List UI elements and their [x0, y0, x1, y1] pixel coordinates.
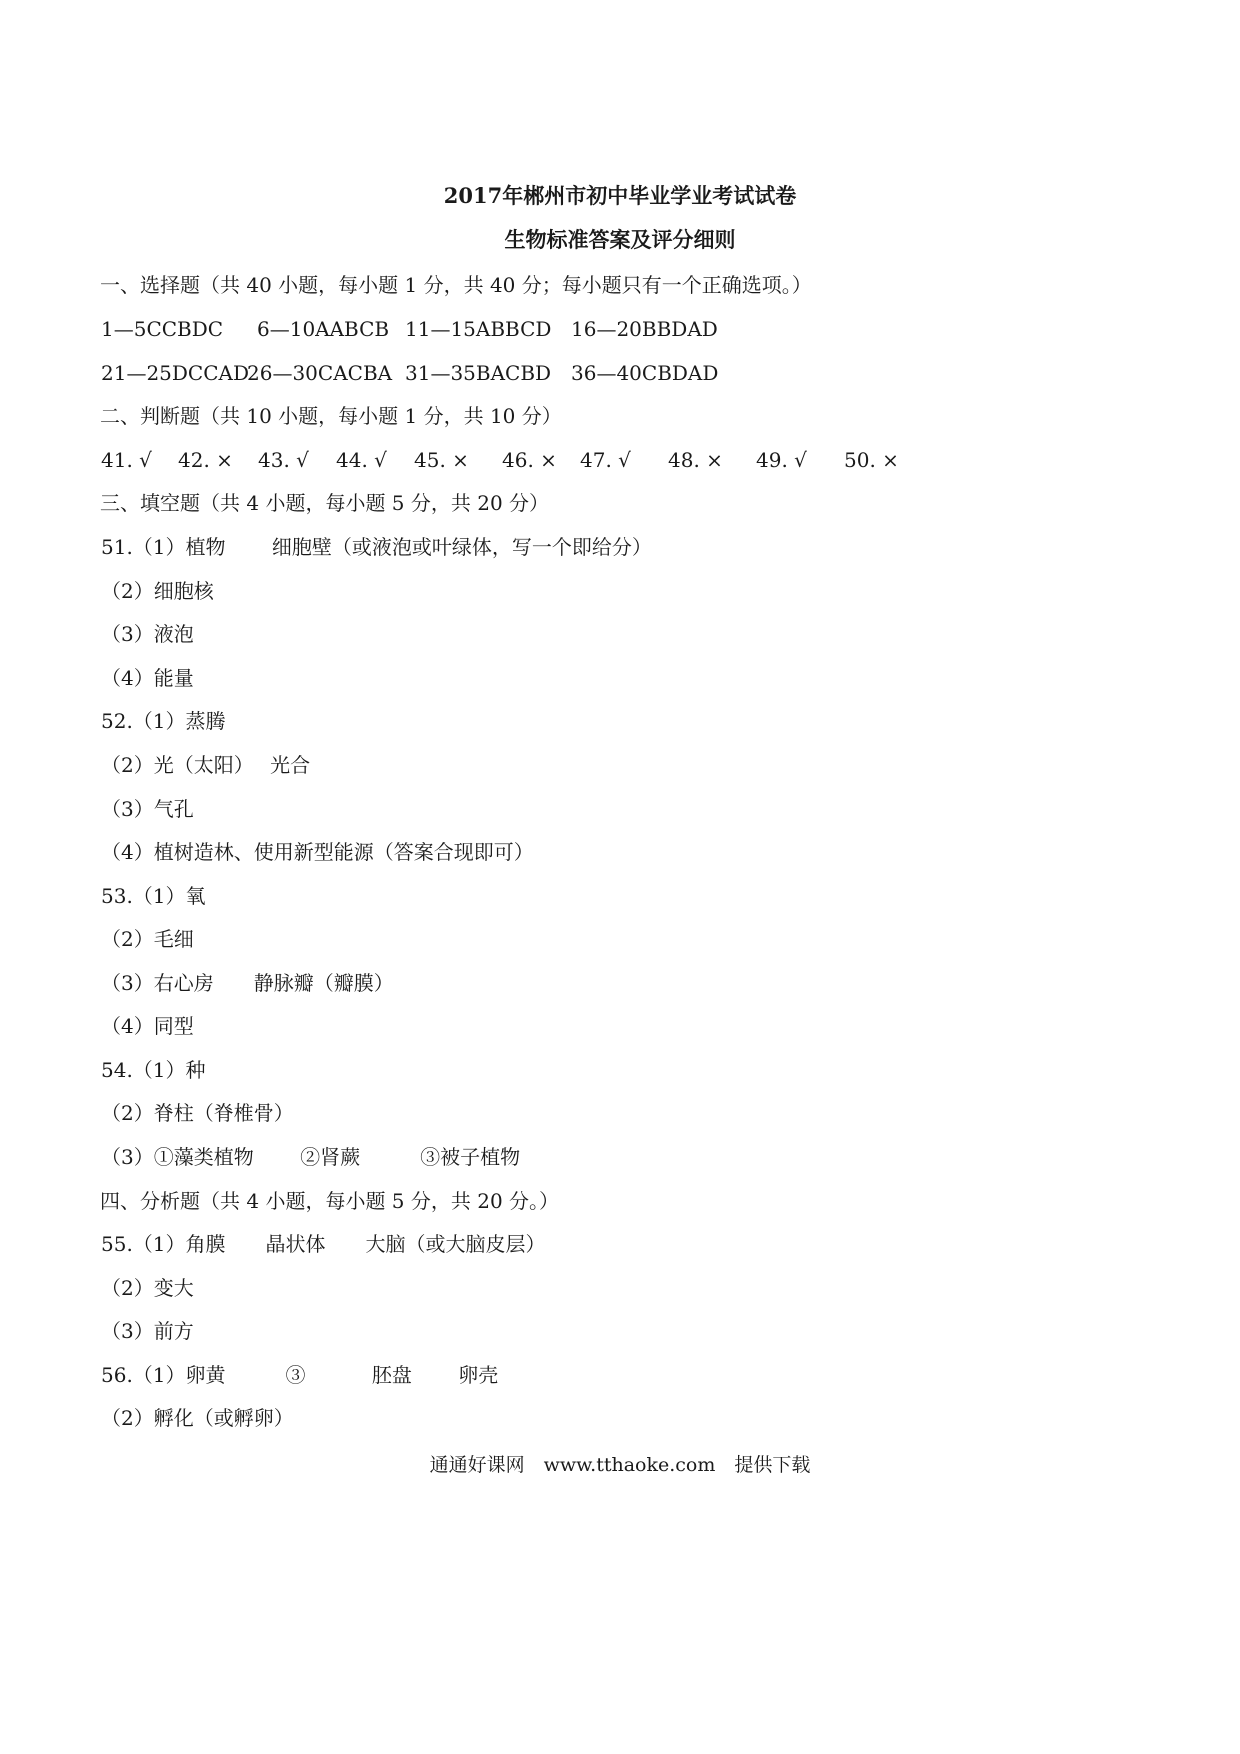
answer-line: （3）气孔 — [101, 797, 194, 821]
judge-answer: 42. × — [178, 448, 233, 472]
section1-heading: 一、选择题（共 40 小题，每小题 1 分，共 40 分；每小题只有一个正确选项。） — [100, 273, 812, 297]
answer-line: 52.（1）蒸腾 — [101, 709, 226, 733]
answer-line: 56.（1）卵黄 ③ 胚盘 卵壳 — [101, 1363, 499, 1387]
page-title: 2017年郴州市初中毕业学业考试试卷 — [443, 183, 797, 208]
answer-line: （3）液泡 — [101, 622, 194, 646]
page-subtitle: 生物标准答案及评分细则 — [504, 227, 736, 252]
choice-answer-group: 26—30CACBA — [247, 361, 393, 385]
choice-answer-group: 31—35BACBD — [405, 361, 552, 385]
choice-answer-group: 21—25DCCAD — [101, 361, 250, 385]
answer-line: （4）植树造林、使用新型能源（答案合现即可） — [101, 840, 534, 864]
answer-line: （3）①藻类植物 ②肾蕨 ③被子植物 — [101, 1145, 521, 1169]
choice-answer-group: 1—5CCBDC — [101, 317, 224, 341]
answer-line: （2）脊柱（脊椎骨） — [101, 1101, 294, 1125]
choice-answer-group: 36—40CBDAD — [571, 361, 719, 385]
choice-answer-group: 11—15ABBCD — [405, 317, 552, 341]
judge-answer: 50. × — [844, 448, 899, 472]
choice-answer-group: 6—10AABCB — [257, 317, 390, 341]
answer-line: （2）毛细 — [101, 927, 194, 951]
judge-answer: 48. × — [668, 448, 723, 472]
judge-answer: 41. √ — [101, 448, 152, 472]
section4-heading: 四、分析题（共 4 小题，每小题 5 分，共 20 分。） — [100, 1189, 560, 1213]
judge-answer: 45. × — [414, 448, 469, 472]
section2-heading: 二、判断题（共 10 小题，每小题 1 分，共 10 分） — [100, 404, 562, 428]
answer-line: （3）右心房 静脉瓣（瓣膜） — [101, 971, 394, 995]
judge-answer: 46. × — [502, 448, 557, 472]
answer-line: （2）细胞核 — [101, 579, 214, 603]
footer-source: 通通好课网 www.tthaoke.com 提供下载 — [429, 1454, 811, 1476]
answer-line: 51.（1）植物 细胞壁（或液泡或叶绿体，写一个即给分） — [101, 535, 652, 559]
answer-line: （2）光（太阳） 光合 — [101, 753, 311, 777]
answer-line: （4）同型 — [101, 1014, 194, 1038]
judge-answer: 49. √ — [756, 448, 807, 472]
section3-heading: 三、填空题（共 4 小题，每小题 5 分，共 20 分） — [100, 491, 550, 515]
judge-answer: 47. √ — [580, 448, 631, 472]
answer-line: （2）变大 — [101, 1276, 194, 1300]
answer-line: 55.（1）角膜 晶状体 大脑（或大脑皮层） — [101, 1232, 546, 1256]
answer-line: 54.（1）种 — [101, 1058, 206, 1082]
judge-answer: 44. √ — [336, 448, 387, 472]
answer-line: （4）能量 — [101, 666, 194, 690]
answer-line: （2）孵化（或孵卵） — [101, 1406, 294, 1430]
judge-answer: 43. √ — [258, 448, 309, 472]
answer-line: （3）前方 — [101, 1319, 194, 1343]
answer-line: 53.（1）氧 — [101, 884, 206, 908]
choice-answer-group: 16—20BBDAD — [571, 317, 718, 341]
